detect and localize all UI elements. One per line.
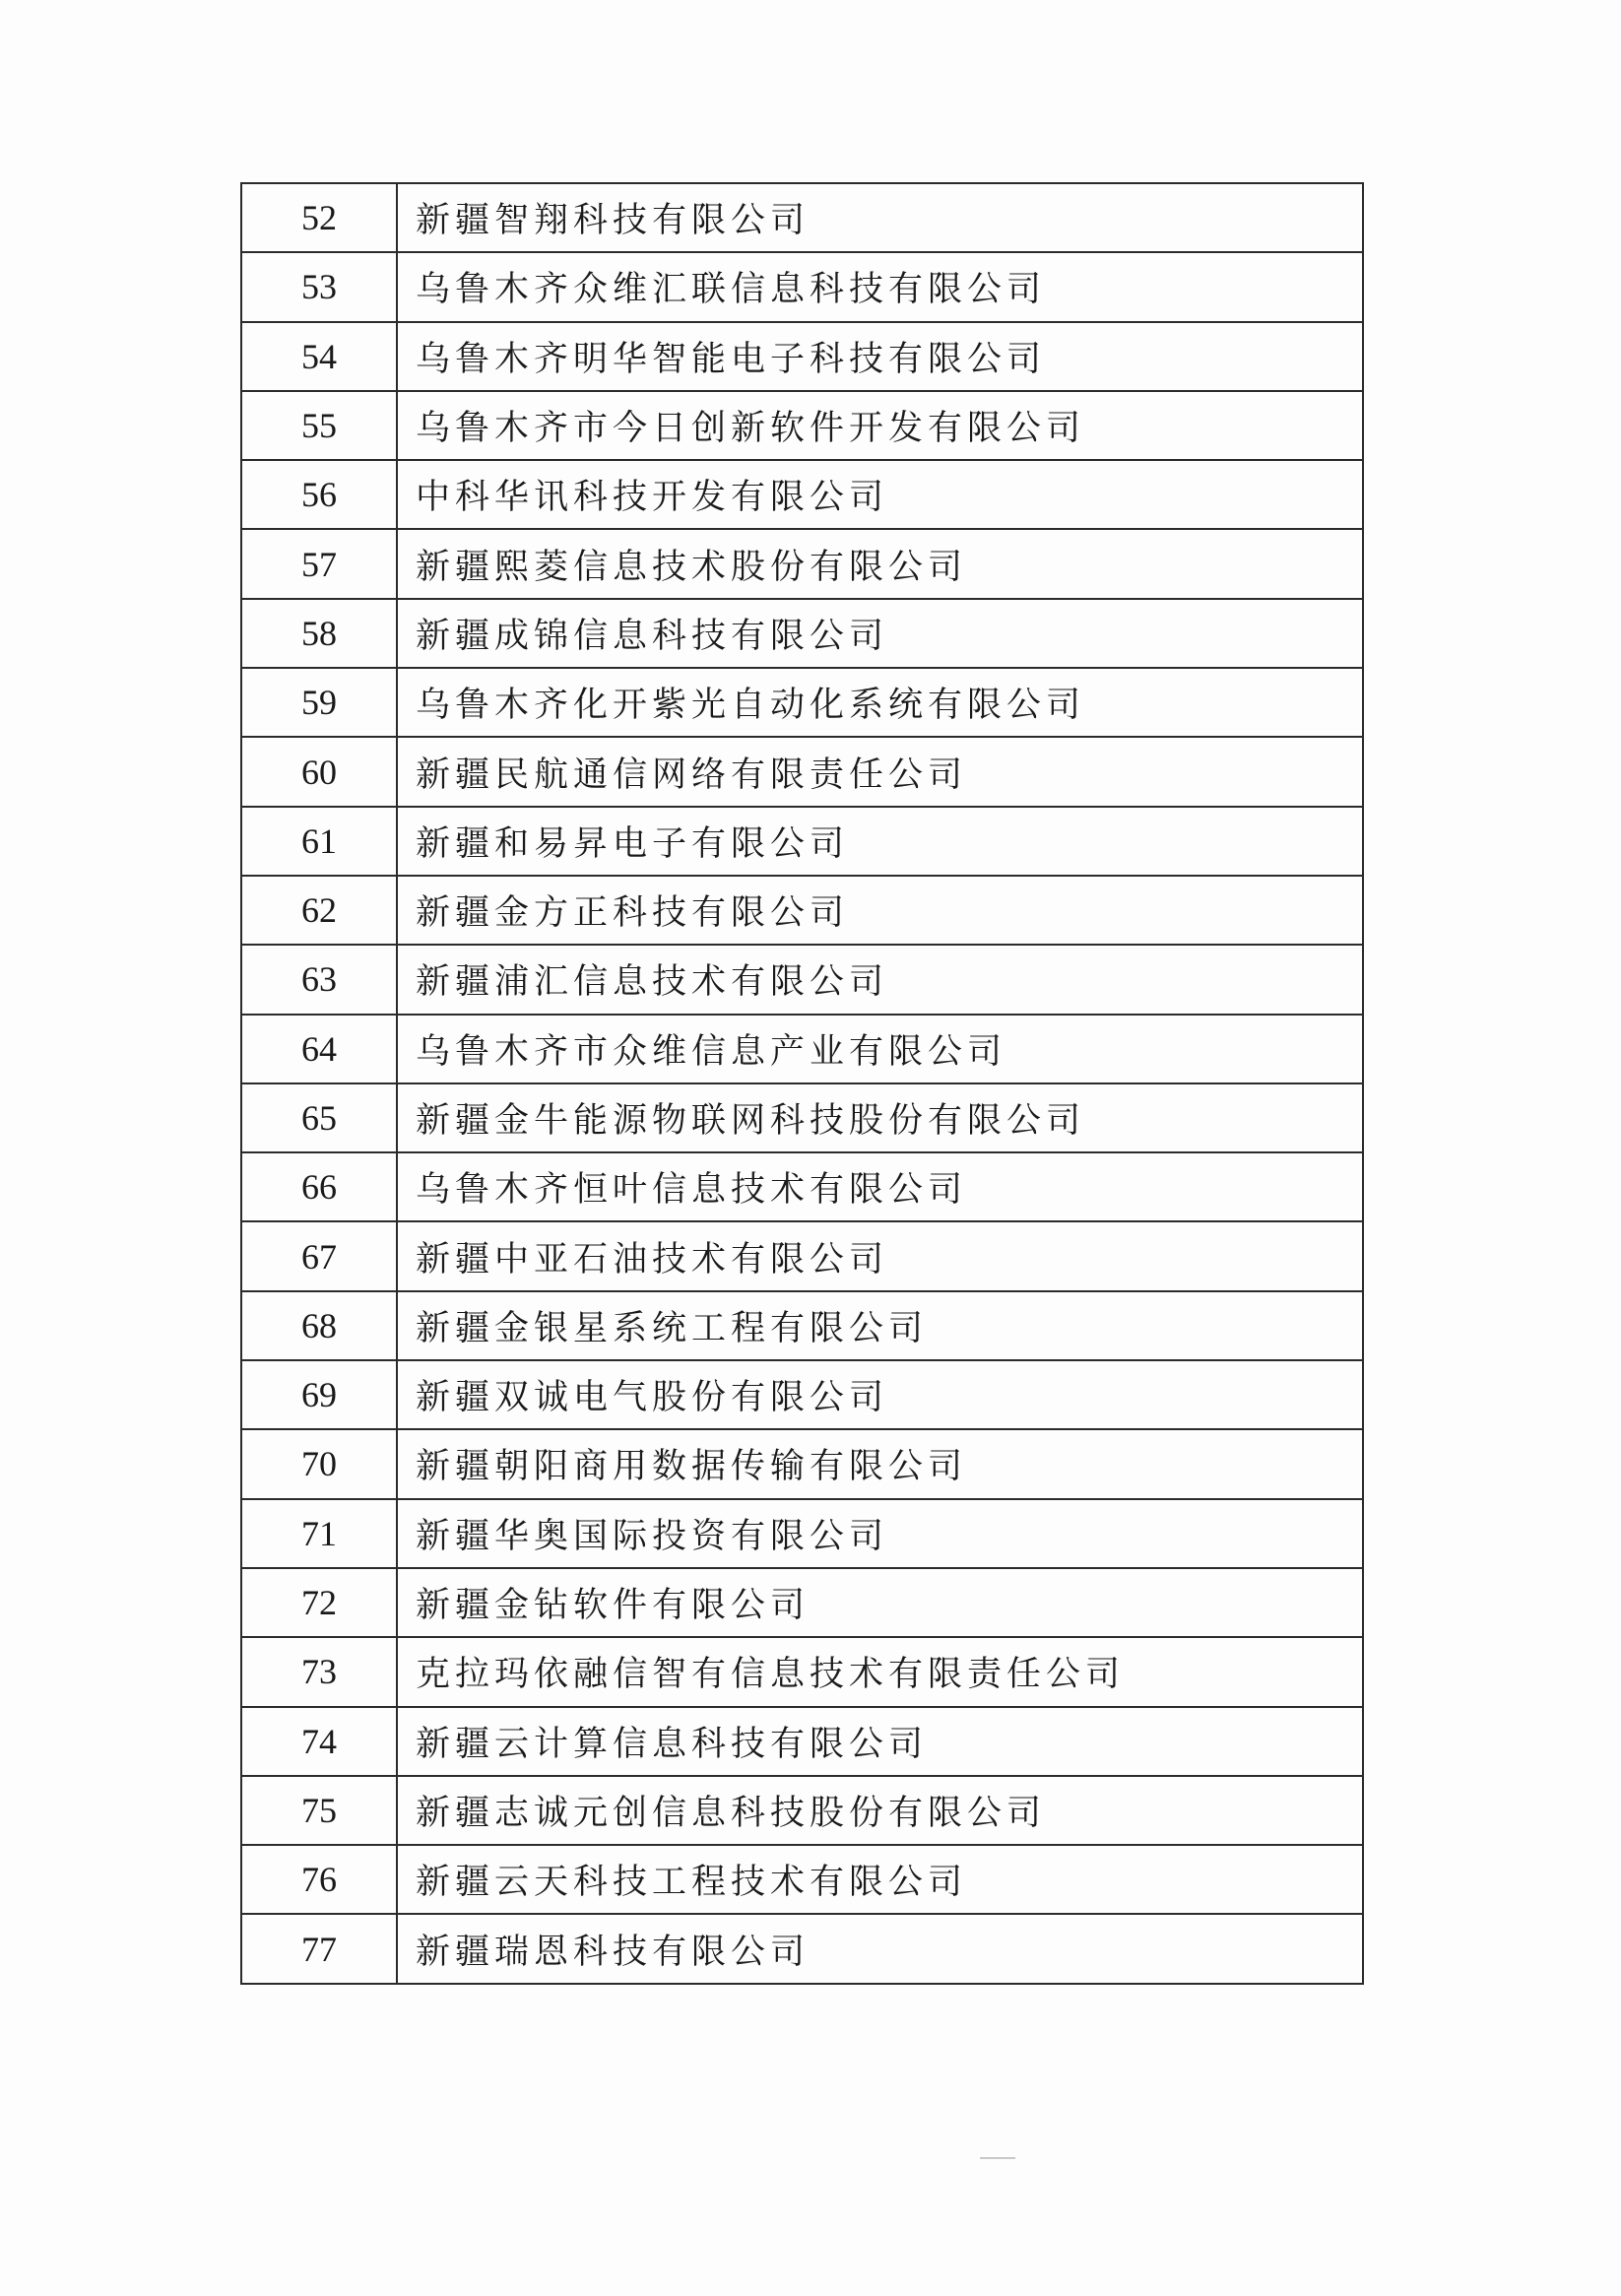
company-name: 新疆志诚元创信息科技股份有限公司 — [397, 1776, 1363, 1845]
company-name: 克拉玛依融信智有信息技术有限责任公司 — [397, 1637, 1363, 1706]
table-row — [241, 1429, 1363, 1498]
row-number: 74 — [241, 1707, 397, 1776]
company-name: 新疆成锦信息科技有限公司 — [397, 599, 1363, 668]
table-row — [241, 1152, 1363, 1221]
row-number: 57 — [241, 529, 397, 598]
table-row — [241, 1845, 1363, 1914]
company-name: 新疆浦汇信息技术有限公司 — [397, 945, 1363, 1014]
table-row — [241, 1221, 1363, 1290]
company-name: 新疆和易昇电子有限公司 — [397, 807, 1363, 876]
table-row — [241, 1015, 1363, 1083]
table-row — [241, 1914, 1363, 1983]
company-name: 乌鲁木齐市今日创新软件开发有限公司 — [397, 391, 1363, 460]
table-row — [241, 460, 1363, 529]
table-row — [241, 322, 1363, 391]
row-number: 62 — [241, 876, 397, 945]
row-number: 60 — [241, 737, 397, 806]
table-row — [241, 737, 1363, 806]
company-name: 新疆金牛能源物联网科技股份有限公司 — [397, 1083, 1363, 1152]
row-number: 64 — [241, 1015, 397, 1083]
company-name: 新疆朝阳商用数据传输有限公司 — [397, 1429, 1363, 1498]
row-number: 68 — [241, 1291, 397, 1360]
row-number: 55 — [241, 391, 397, 460]
table-row — [241, 1360, 1363, 1429]
row-number: 72 — [241, 1568, 397, 1637]
table-row — [241, 945, 1363, 1014]
row-number: 63 — [241, 945, 397, 1014]
table-row — [241, 391, 1363, 460]
table-row — [241, 1568, 1363, 1637]
table-row — [241, 1499, 1363, 1568]
row-number: 67 — [241, 1221, 397, 1290]
row-number: 75 — [241, 1776, 397, 1845]
row-number: 66 — [241, 1152, 397, 1221]
company-name: 乌鲁木齐化开紫光自动化系统有限公司 — [397, 668, 1363, 737]
company-name: 新疆金方正科技有限公司 — [397, 876, 1363, 945]
table-row — [241, 1707, 1363, 1776]
table-row — [241, 599, 1363, 668]
company-name: 中科华讯科技开发有限公司 — [397, 460, 1363, 529]
company-name: 新疆金银星系统工程有限公司 — [397, 1291, 1363, 1360]
table-row — [241, 876, 1363, 945]
row-number: 53 — [241, 252, 397, 321]
company-name: 新疆云天科技工程技术有限公司 — [397, 1845, 1363, 1914]
row-number: 58 — [241, 599, 397, 668]
table-row — [241, 1291, 1363, 1360]
table-row — [241, 1776, 1363, 1845]
company-name: 乌鲁木齐恒叶信息技术有限公司 — [397, 1152, 1363, 1221]
row-number: 52 — [241, 183, 397, 252]
table-row — [241, 668, 1363, 737]
table-row — [241, 529, 1363, 598]
table-row — [241, 807, 1363, 876]
company-name: 新疆云计算信息科技有限公司 — [397, 1707, 1363, 1776]
row-number: 59 — [241, 668, 397, 737]
company-name: 新疆智翔科技有限公司 — [397, 183, 1363, 252]
scan-mark — [980, 2157, 1015, 2159]
row-number: 73 — [241, 1637, 397, 1706]
company-list-table — [240, 182, 1364, 1985]
company-name: 乌鲁木齐明华智能电子科技有限公司 — [397, 322, 1363, 391]
company-name: 新疆民航通信网络有限责任公司 — [397, 737, 1363, 806]
company-list-body — [241, 183, 1363, 1984]
company-name: 新疆熙菱信息技术股份有限公司 — [397, 529, 1363, 598]
row-number: 56 — [241, 460, 397, 529]
row-number: 65 — [241, 1083, 397, 1152]
company-name: 乌鲁木齐市众维信息产业有限公司 — [397, 1015, 1363, 1083]
row-number: 61 — [241, 807, 397, 876]
company-name: 新疆华奥国际投资有限公司 — [397, 1499, 1363, 1568]
company-name: 新疆双诚电气股份有限公司 — [397, 1360, 1363, 1429]
company-name: 新疆中亚石油技术有限公司 — [397, 1221, 1363, 1290]
row-number: 71 — [241, 1499, 397, 1568]
row-number: 69 — [241, 1360, 397, 1429]
company-name: 新疆瑞恩科技有限公司 — [397, 1914, 1363, 1983]
company-name: 新疆金钻软件有限公司 — [397, 1568, 1363, 1637]
table-row — [241, 183, 1363, 252]
row-number: 70 — [241, 1429, 397, 1498]
row-number: 77 — [241, 1914, 397, 1983]
table-row — [241, 1637, 1363, 1706]
table-row — [241, 1083, 1363, 1152]
company-name: 乌鲁木齐众维汇联信息科技有限公司 — [397, 252, 1363, 321]
table-row — [241, 252, 1363, 321]
row-number: 54 — [241, 322, 397, 391]
row-number: 76 — [241, 1845, 397, 1914]
